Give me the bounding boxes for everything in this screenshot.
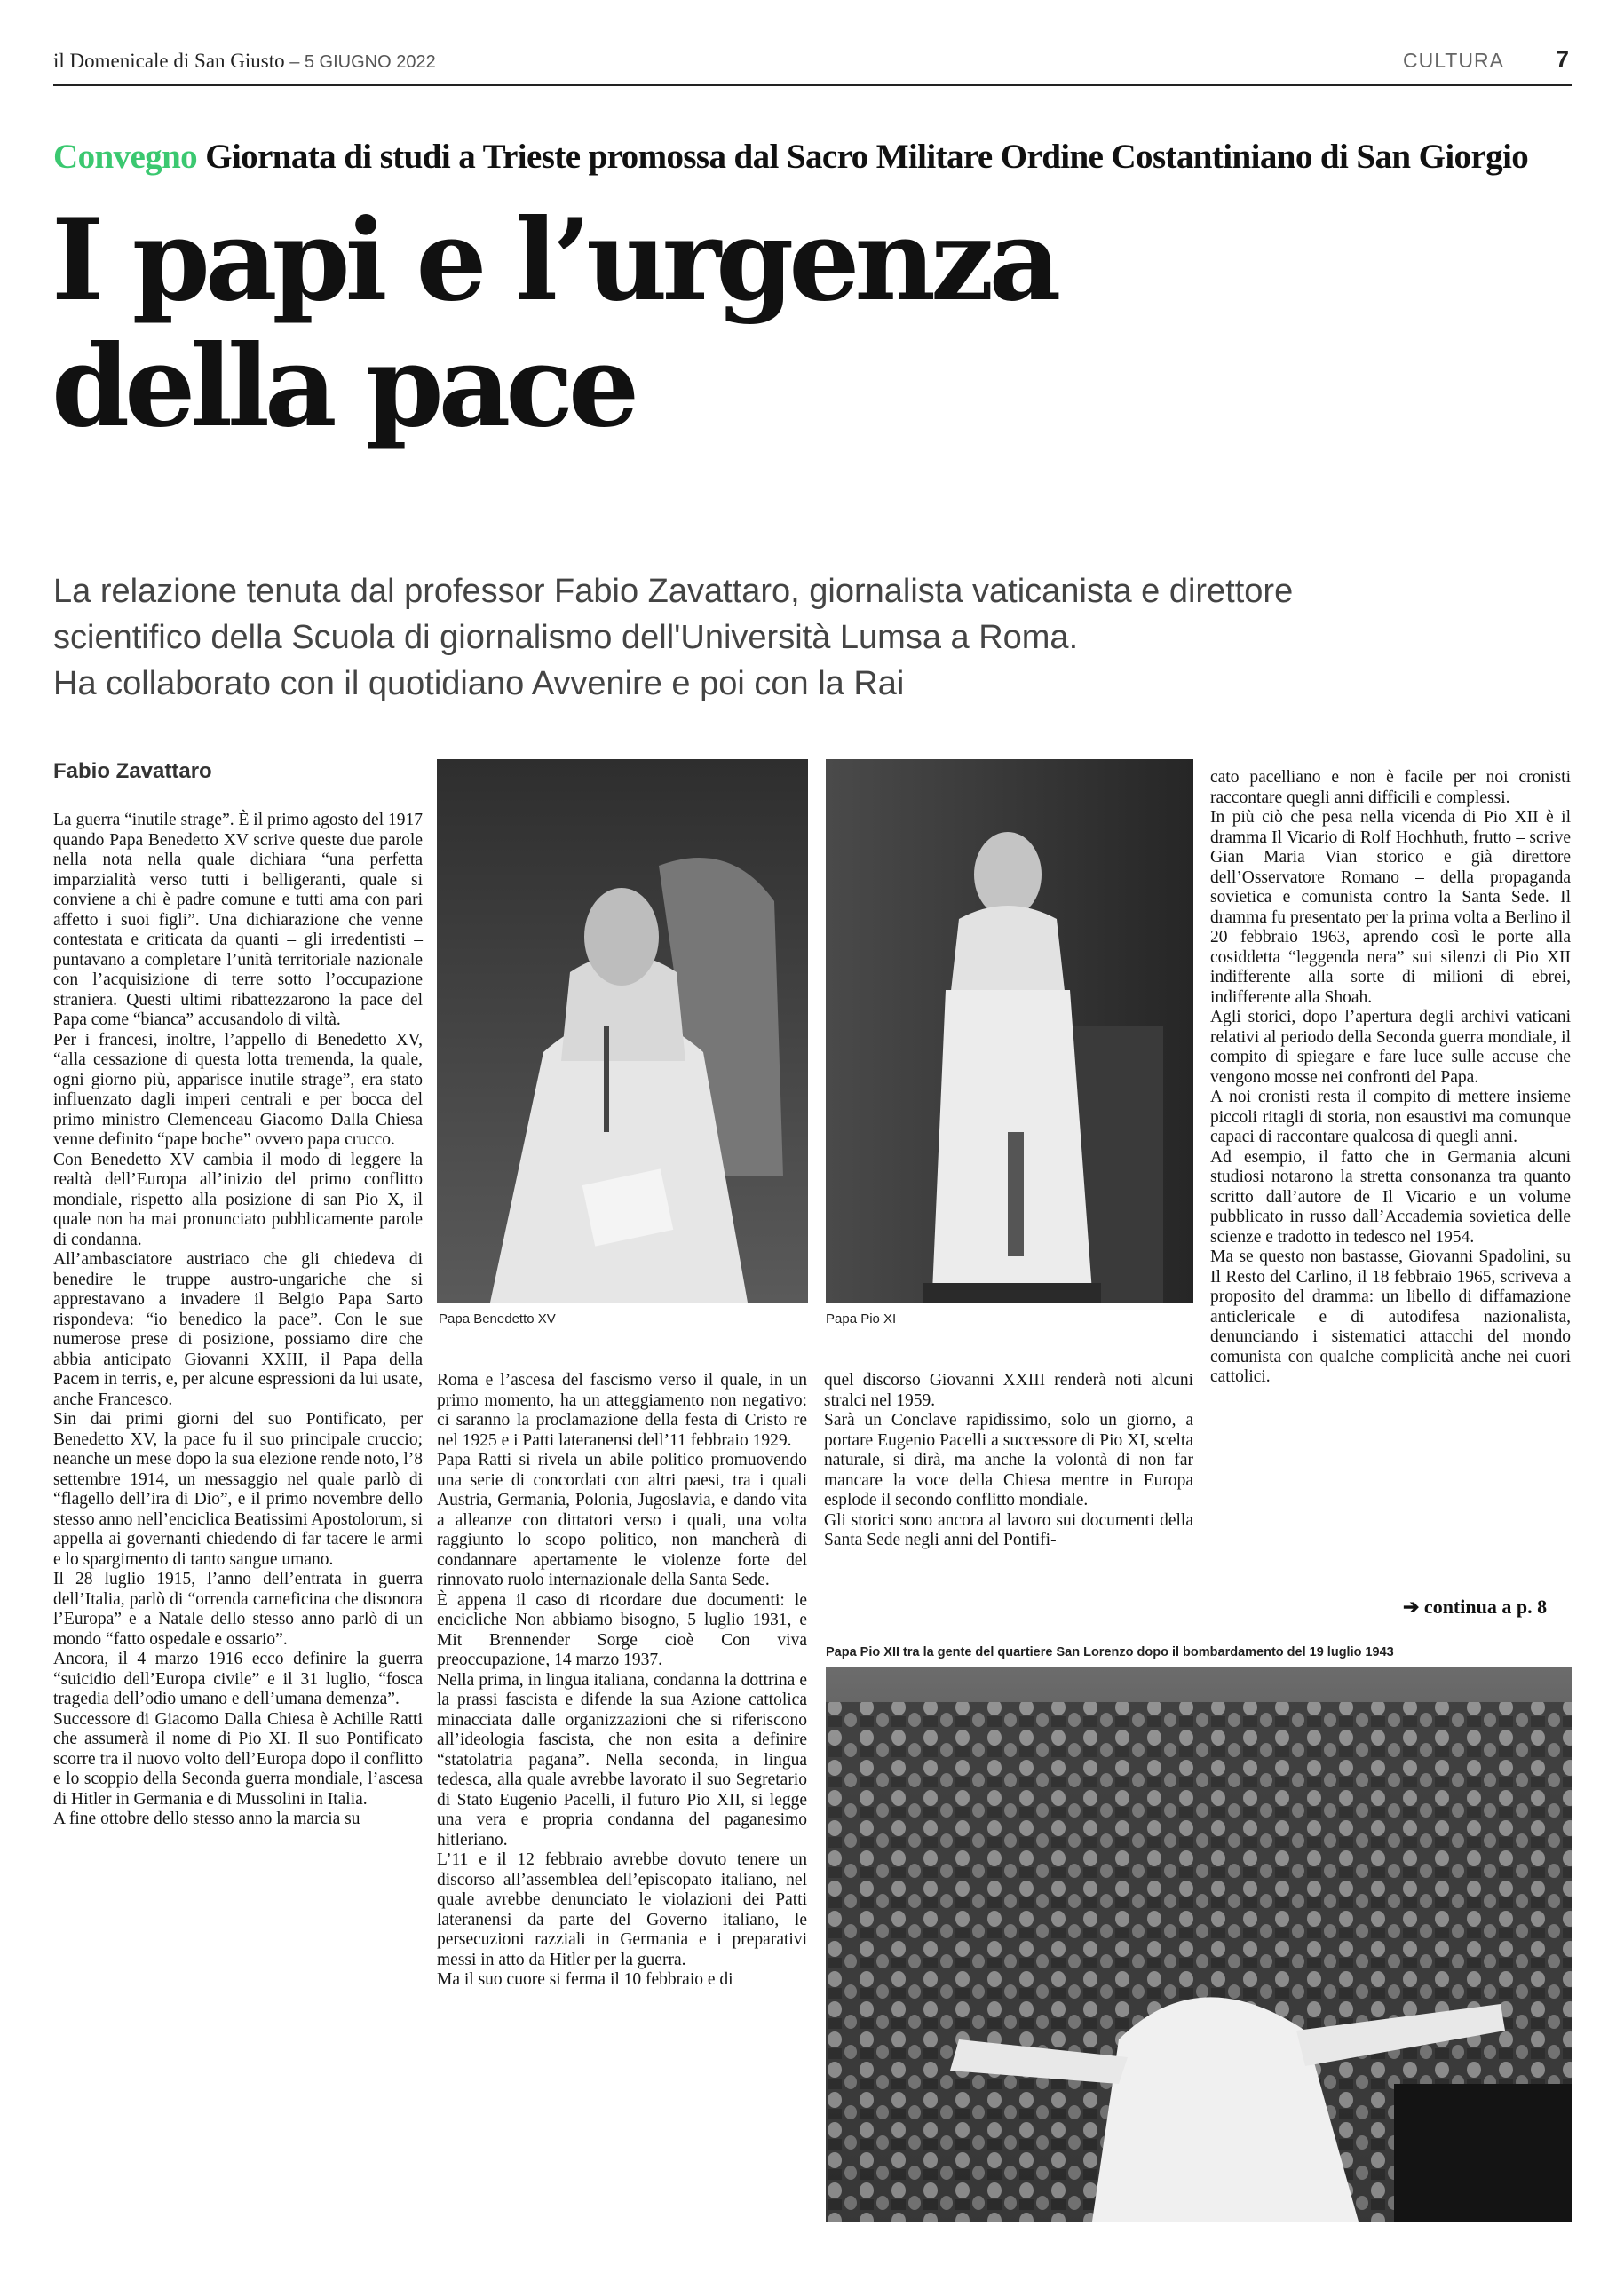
- paragraph: Ancora, il 4 marzo 1916 ecco definire la guerra “suicidio dell’Europa civile” e il 31 luglio, “fosca tragedia dell’odio umano e dell’umana demenza”.: [53, 1650, 423, 1708]
- crowd-image: [826, 1667, 1572, 2222]
- paragraph: Successore di Giacomo Dalla Chiesa è Achille Ratti che assumerà il nome di Pio XI. Il suo Pontificato scorre tra il nuovo volto dell’Europa dopo il conflitto e lo scoppio della Seconda guerra mondiale, l’ascesa di Hitler in Germania e di Mussolini in Italia.: [53, 1709, 423, 1809]
- standfirst-line-2: scientifico della Scuola di giornalismo dell'Università Lumsa a Roma.: [53, 619, 1079, 656]
- paragraph: Gli storici sono ancora al lavoro sui documenti della Santa Sede negli anni del Pontifi-: [824, 1510, 1193, 1549]
- paragraph: Con Benedetto XV cambia il modo di leggere la realtà dell’Europa all’inizio del primo conflitto mondiale, rispetto alla posizione di san Pio X, il quale non ha mai pronunciato pubblicamente parole di condanna.: [53, 1150, 423, 1249]
- paragraph: Papa Ratti si rivela un abile politico promuovendo una serie di concordati con altri paesi, tra i quali Austria, Germania, Polonia, Jugoslavia, e dando vita a alleanze con dittatori verso i quali, una volta raggiunto lo scopo politico, non mancherà di condannare apertamente le violenze forte del rinnovato ruolo internazionale della Santa Sede.: [437, 1451, 807, 1589]
- continued-link[interactable]: ➔ continua a p. 8: [1403, 1596, 1548, 1618]
- paragraph: A fine ottobre dello stesso anno la marcia su: [53, 1810, 360, 1828]
- kicker-text: Giornata di studi a Trieste promossa dal Sacro Militare Ordine Costantiniano di San Giorgio: [197, 138, 1529, 176]
- paragraph: È appena il caso di ricordare due documenti: le encicliche Non abbiamo bisogno, 5 luglio 1931, e Mit Brennender Sorge cioè Con viva preoccupazione, 14 marzo 1937.: [437, 1590, 807, 1669]
- headline: [51, 194, 1057, 452]
- standfirst: [53, 568, 1580, 707]
- page-number: 7: [1556, 46, 1570, 73]
- portrait-image: [826, 759, 1193, 1303]
- photo-pio-xi: [826, 759, 1193, 1303]
- article-column-2: [437, 1371, 807, 1991]
- paragraph: Sin dai primi giorni del suo Pontificato, per Benedetto XV, la pace fu il suo principale cruccio; neanche un mese dopo la sua elezione rende noto, l’8 settembre 1914, un messaggio nel quale parlò di “flagello dell’ira di Dio”, e il primo novembre dello stesso anno nell’enciclica Beatissimi Apostolorum, si appella ai governanti chiedendo di far tacere le armi e lo spargimento di tanto sangue umano.: [53, 1410, 423, 1569]
- paragraph: A noi cronisti resta il compito di mettere insieme piccoli ritagli di storia, non esaustivi ma comunque capaci di raccontare qualcosa di quegli anni.: [1210, 1088, 1571, 1146]
- paragraph: Nella prima, in lingua italiana, condanna la dottrina e la prassi fascista e difende la sua Azione cattolica minacciata dalle organizzazioni che si riferiscono all’ideologia fascista, che non esita a definire “statolatria pagana”. Nella seconda, in lingua tedesca, alla quale avrebbe lavorato il suo Segretario di Stato Eugenio Pacelli, il futuro Pio XII, si legge una vera e propria condanna del paganesimo hitleriano.: [437, 1670, 807, 1849]
- paragraph: Per i francesi, inoltre, l’appello di Benedetto XV, “alla cessazione di questa lotta tremenda, la quale, ogni giorno più, apparisce inutile strage”, era stato influenzato dagli imperi centrali e per bocca del primo ministro Clemenceau Giacomo Dalla Chiesa venne definito “pape boche” ovvero papa crucco.: [53, 1030, 423, 1149]
- portrait-image: [437, 759, 808, 1303]
- paragraph: Ma se questo non bastasse, Giovanni Spadolini, su Il Resto del Carlino, il 18 febbraio 1965, scriveva a proposito del dramma: un libello di diffamazione anticlericale e di autodifesa nazionalista, denunciando i sistematici attacchi del mondo comunista con qualche complicità anche nei cuori cattolici.: [1210, 1247, 1571, 1386]
- article-column-1: [53, 811, 423, 1830]
- photo-pio-xii-crowd: [826, 1667, 1572, 2222]
- photo-benedetto-xv: [437, 759, 808, 1303]
- article-column-4: [1210, 768, 1571, 1388]
- photo-caption: Papa Pio XI: [826, 1311, 897, 1327]
- standfirst-line-1: La relazione tenuta dal professor Fabio Zavattaro, giornalista vaticanista e direttore: [53, 573, 1294, 610]
- paragraph: All’ambasciatore austriaco che gli chiedeva di benedire le truppe austro-ungariche che si apprestavano a invadere il Belgio Papa Sarto rispondeva: “io benedico la pace”. Con le sue numerose prese di posizione, possiamo dire che abbia anticipato Giovanni XXIII, il Papa della Pacem in terris, e, per alcune espressioni da lui usate, anche Francesco.: [53, 1250, 423, 1409]
- paragraph: Ad esempio, il fatto che in Germania alcuni studiosi notarono la stretta consonanza tra quanto scritto dall’autore de Il Vicario e un volume pubblicato in russo dall’Accademia sovietica delle scienze e tradotto in tedesco nel 1954.: [1210, 1147, 1571, 1247]
- masthead-title: il Domenicale di San Giusto: [53, 50, 285, 72]
- header-rule: [53, 84, 1572, 86]
- paragraph: L’11 e il 12 febbraio avrebbe dovuto tenere un discorso all’assemblea dell’episcopato italiano, nel quale avrebbe denunciato le violazioni dei Patti lateranensi da parte del Governo italiano, le persecuzioni razziali in Germania e i preparativi messi in atto da Hitler per la guerra.: [437, 1850, 807, 1969]
- paragraph: Sarà un Conclave rapidissimo, solo un giorno, a portare Eugenio Pacelli a successore di Pio XI, scelta naturale, si dirà, ma anche la volontà di non far mancare la voce della Chiesa mentre in Europa esplode il secondo conflitto mondiale.: [824, 1411, 1193, 1509]
- standfirst-line-3: Ha collaborato con il quotidiano Avvenire e poi con la Rai: [53, 665, 905, 702]
- kicker: [53, 137, 1528, 177]
- article-column-3: [824, 1371, 1193, 1551]
- photo-caption: Papa Benedetto XV: [439, 1311, 556, 1327]
- paragraph: La guerra “inutile strage”. È il primo agosto del 1917 quando Papa Benedetto XV scrive queste due parole nella nota nella quale dichiara “una perfetta imparzialità verso tutti i belligeranti, quale si conviene a chi è padre comune e tutti ama con pari affetto i suoi figli”. Una dichiarazione che venne contestata e criticata da quanti – gli irredentisti – puntavano a completare l’unità territoriale nazionale con l’acquisizione di terre sotto l’occupazione straniera. Questi ultimi ribattezzarono la pace del Papa come “bianca” accusandolo di viltà.: [53, 811, 423, 1029]
- paragraph: Agli storici, dopo l’apertura degli archivi vaticani relativi al periodo della Seconda guerra mondiale, il compito di spiegare e fare luce sulle accuse che vengono mosse nei confronti del Papa.: [1210, 1008, 1571, 1087]
- section-label: CULTURA: [1403, 49, 1504, 72]
- byline: Fabio Zavattaro: [53, 759, 212, 783]
- paragraph: cato pacelliano e non è facile per noi cronisti raccontare quegli anni difficili e complessi.: [1210, 768, 1571, 807]
- paragraph: In più ciò che pesa nella vicenda di Pio XII è il dramma Il Vicario di Rolf Hochhuth, frutto – scrive Gian Maria Vian storico e già direttore dell’Osservatore Romano – della propaganda sovietica e comunista contro la Santa Sede. Il dramma fu presentato per la prima volta a Berlino il 20 febbraio 1963, aprendo così le porte alla cosiddetta “leggenda nera” sui silenzi di Pio XII indifferente alla sorte di milioni di ebrei, indifferente alla Shoah.: [1210, 808, 1571, 1007]
- headline-line-2: della pace: [51, 321, 635, 452]
- paragraph: Ma il suo cuore si ferma il 10 febbraio e di: [437, 1970, 733, 1989]
- kicker-tag: Convegno: [53, 138, 198, 176]
- paragraph: Roma e l’ascesa del fascismo verso il quale, in un primo momento, ha un atteggiamento non negativo: ci saranno la proclamazione della festa di Cristo re nel 1925 e i Patti lateranensi dell’11 febbraio 1929.: [437, 1371, 807, 1450]
- headline-line-1: I papi e l’urgenza: [51, 194, 1057, 326]
- photo-caption: Papa Pio XII tra la gente del quartiere San Lorenzo dopo il bombardamento del 19 luglio 1943: [826, 1645, 1394, 1659]
- paragraph: quel discorso Giovanni XXIII renderà noti alcuni stralci nel 1959.: [824, 1371, 1193, 1410]
- issue-date: – 5 GIUGNO 2022: [284, 52, 436, 72]
- masthead: [53, 50, 436, 73]
- paragraph: Il 28 luglio 1915, l’anno dell’entrata in guerra dell’Italia, parlò di “orrenda carneficina che disonora l’Europa” e a Natale dello stesso anno parlò di un mondo “fatto ospedale e ossario”.: [53, 1570, 423, 1649]
